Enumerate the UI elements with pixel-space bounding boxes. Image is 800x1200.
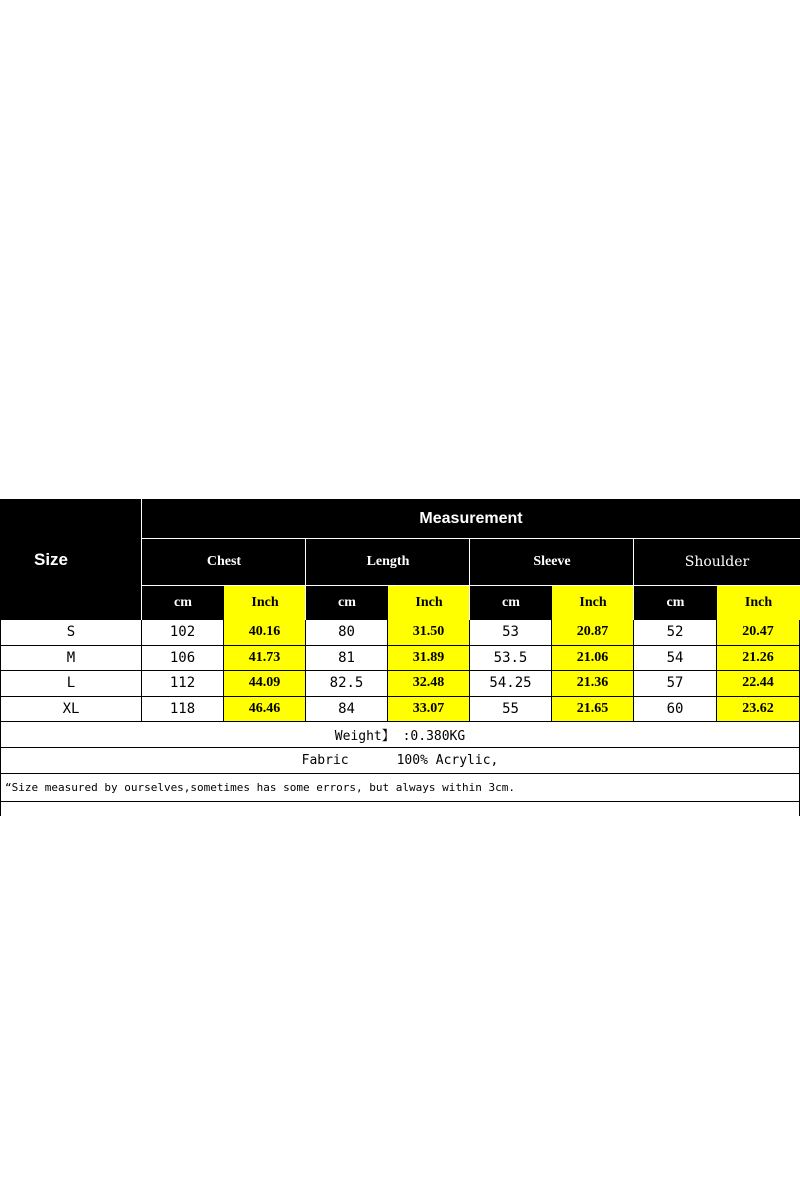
sleeve-cm-s: 53 xyxy=(470,620,552,646)
unit-inch-shoulder: Inch xyxy=(717,585,800,620)
chest-inch-xl: 46.46 xyxy=(224,697,306,723)
sleeve-cm-m: 53.5 xyxy=(470,646,552,672)
chest-inch-s: 40.16 xyxy=(224,620,306,646)
shoulder-cm-xl: 60 xyxy=(634,697,717,723)
shoulder-cm-m: 54 xyxy=(634,646,717,672)
shoulder-inch-m: 21.26 xyxy=(717,646,800,672)
chest-cm-xl: 118 xyxy=(142,697,224,723)
length-cm-xl: 84 xyxy=(306,697,388,723)
sleeve-inch-s: 20.87 xyxy=(552,620,634,646)
length-cm-m: 81 xyxy=(306,646,388,672)
fabric-row xyxy=(0,748,800,774)
size-header: Size xyxy=(0,499,142,620)
sleeve-inch-m: 21.06 xyxy=(552,646,634,672)
sleeve-cm-l: 54.25 xyxy=(470,671,552,697)
group-sleeve-header: Sleeve xyxy=(470,539,634,585)
unit-cm-shoulder: cm xyxy=(634,585,717,620)
length-inch-s: 31.50 xyxy=(388,620,470,646)
unit-cm-length: cm xyxy=(306,585,388,620)
fabric-value: 100% Acrylic, xyxy=(396,753,499,768)
fabric-label: Fabric xyxy=(301,753,349,768)
shoulder-cm-s: 52 xyxy=(634,620,717,646)
size-label-xl: XL xyxy=(0,697,142,723)
unit-inch-chest: Inch xyxy=(224,585,306,620)
sleeve-inch-l: 21.36 xyxy=(552,671,634,697)
size-label-l: L xyxy=(0,671,142,697)
unit-inch-sleeve: Inch xyxy=(552,585,634,620)
length-cm-s: 80 xyxy=(306,620,388,646)
size-note-row: “Size measured by ourselves,sometimes has some errors, but always within 3cm. xyxy=(0,774,800,802)
shoulder-inch-s: 20.47 xyxy=(717,620,800,646)
shoulder-inch-xl: 23.62 xyxy=(717,697,800,723)
size-label-m: M xyxy=(0,646,142,672)
empty-footer-row xyxy=(0,802,800,816)
chest-cm-s: 102 xyxy=(142,620,224,646)
length-cm-l: 82.5 xyxy=(306,671,388,697)
size-label-s: S xyxy=(0,620,142,646)
group-chest-header: Chest xyxy=(142,539,306,585)
chest-inch-l: 44.09 xyxy=(224,671,306,697)
shoulder-cm-l: 57 xyxy=(634,671,717,697)
measurement-title: Measurement xyxy=(142,499,800,539)
group-length-header: Length xyxy=(306,539,470,585)
size-chart-table xyxy=(0,499,800,816)
shoulder-inch-l: 22.44 xyxy=(717,671,800,697)
length-inch-l: 32.48 xyxy=(388,671,470,697)
group-shoulder-header: Shoulder xyxy=(634,539,800,585)
chest-cm-l: 112 xyxy=(142,671,224,697)
chest-inch-m: 41.73 xyxy=(224,646,306,672)
length-inch-m: 31.89 xyxy=(388,646,470,672)
sleeve-cm-xl: 55 xyxy=(470,697,552,723)
chest-cm-m: 106 xyxy=(142,646,224,672)
unit-cm-sleeve: cm xyxy=(470,585,552,620)
weight-row: Weight】 :0.380KG xyxy=(0,722,800,748)
length-inch-xl: 33.07 xyxy=(388,697,470,723)
unit-cm-chest: cm xyxy=(142,585,224,620)
sleeve-inch-xl: 21.65 xyxy=(552,697,634,723)
unit-inch-length: Inch xyxy=(388,585,470,620)
